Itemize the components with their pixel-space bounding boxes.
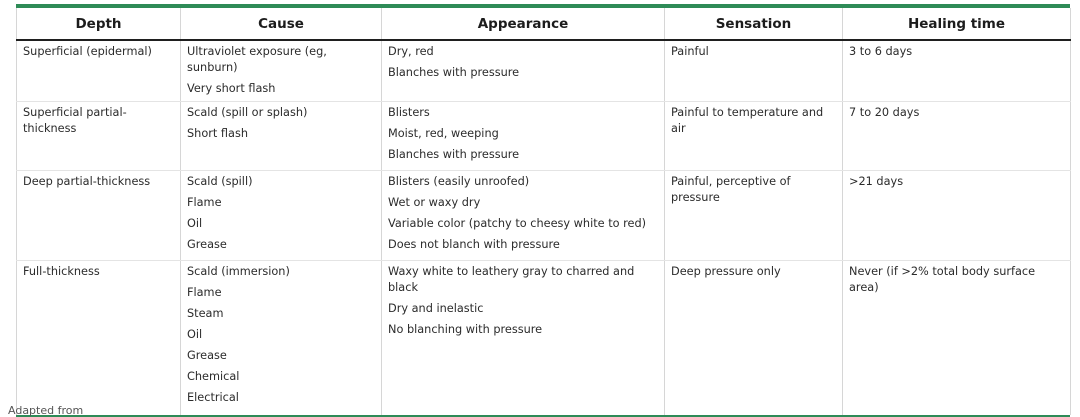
depth-cell [17, 171, 181, 261]
depth-cell [17, 40, 181, 102]
cause-item: Grease [187, 238, 227, 251]
appearance-cell [382, 171, 665, 261]
cause-item: Very short flash [187, 82, 276, 95]
cause-cell [181, 102, 382, 171]
sensation-cell [665, 261, 843, 415]
header-sensation: Sensation [665, 8, 843, 40]
header-depth: Depth [17, 8, 181, 40]
header-row [17, 8, 1071, 40]
healing-text: 3 to 6 days [849, 45, 913, 58]
bottom-accent-rule [16, 415, 1070, 417]
depth-text: Deep partial-thickness [23, 175, 151, 188]
table-row [17, 261, 1071, 415]
cause-item: Steam [187, 307, 224, 320]
healing-cell [843, 40, 1071, 102]
table-row [17, 40, 1071, 102]
cause-item: Electrical [187, 391, 239, 404]
header-appearance: Appearance [382, 8, 665, 40]
appearance-item: Dry and inelastic [388, 302, 484, 315]
depth-text: Superficial (epidermal) [23, 45, 152, 58]
healing-cell [843, 171, 1071, 261]
header-cause: Cause [181, 8, 382, 40]
healing-text: 7 to 20 days [849, 106, 920, 119]
appearance-item: Variable color (patchy to cheesy white to red) [388, 217, 647, 230]
cause-item: Short flash [187, 127, 248, 140]
cause-item: Scald (spill or splash) [187, 106, 308, 119]
source-footnote: Adapted from [8, 404, 84, 417]
appearance-cell [382, 40, 665, 102]
table-header [17, 8, 1071, 40]
appearance-item: Moist, red, weeping [388, 127, 499, 140]
cause-cell [181, 40, 382, 102]
appearance-item: Dry, red [388, 45, 434, 58]
cause-item: Scald (spill) [187, 175, 253, 188]
burn-depth-table [16, 8, 1071, 415]
appearance-item: Does not blanch with pressure [388, 238, 560, 251]
cause-item: Ultraviolet exposure (eg, sunburn) [187, 45, 327, 74]
cause-cell [181, 261, 382, 415]
cause-item: Oil [187, 217, 203, 230]
table-row [17, 102, 1071, 171]
sensation-cell [665, 102, 843, 171]
appearance-item: Waxy white to leathery gray to charred and black [388, 265, 635, 294]
sensation-text: Painful, perceptive of pressure [671, 175, 791, 204]
healing-text: Never (if >2% total body surface area) [849, 265, 1036, 294]
sensation-text: Deep pressure only [671, 265, 781, 278]
header-healing-time: Healing time [843, 8, 1071, 40]
cause-item: Flame [187, 196, 222, 209]
cause-cell [181, 171, 382, 261]
appearance-cell [382, 261, 665, 415]
depth-text: Superficial partial-thickness [23, 106, 127, 135]
healing-cell [843, 102, 1071, 171]
table-row [17, 171, 1071, 261]
cause-item: Scald (immersion) [187, 265, 290, 278]
depth-text: Full-thickness [23, 265, 100, 278]
depth-cell [17, 102, 181, 171]
appearance-item: Blisters [388, 106, 430, 119]
healing-text: >21 days [849, 175, 904, 188]
sensation-cell [665, 40, 843, 102]
cause-item: Flame [187, 286, 222, 299]
healing-cell [843, 261, 1071, 415]
burn-depth-table-container [16, 4, 1070, 417]
table-body [17, 40, 1071, 415]
appearance-item: Wet or waxy dry [388, 196, 481, 209]
sensation-text: Painful to temperature and air [671, 106, 824, 135]
cause-item: Chemical [187, 370, 240, 383]
appearance-cell [382, 102, 665, 171]
appearance-item: Blanches with pressure [388, 66, 520, 79]
cause-item: Oil [187, 328, 203, 341]
sensation-cell [665, 171, 843, 261]
cause-item: Grease [187, 349, 227, 362]
appearance-item: Blanches with pressure [388, 148, 520, 161]
depth-cell [17, 261, 181, 415]
appearance-item: Blisters (easily unroofed) [388, 175, 530, 188]
sensation-text: Painful [671, 45, 709, 58]
appearance-item: No blanching with pressure [388, 323, 543, 336]
